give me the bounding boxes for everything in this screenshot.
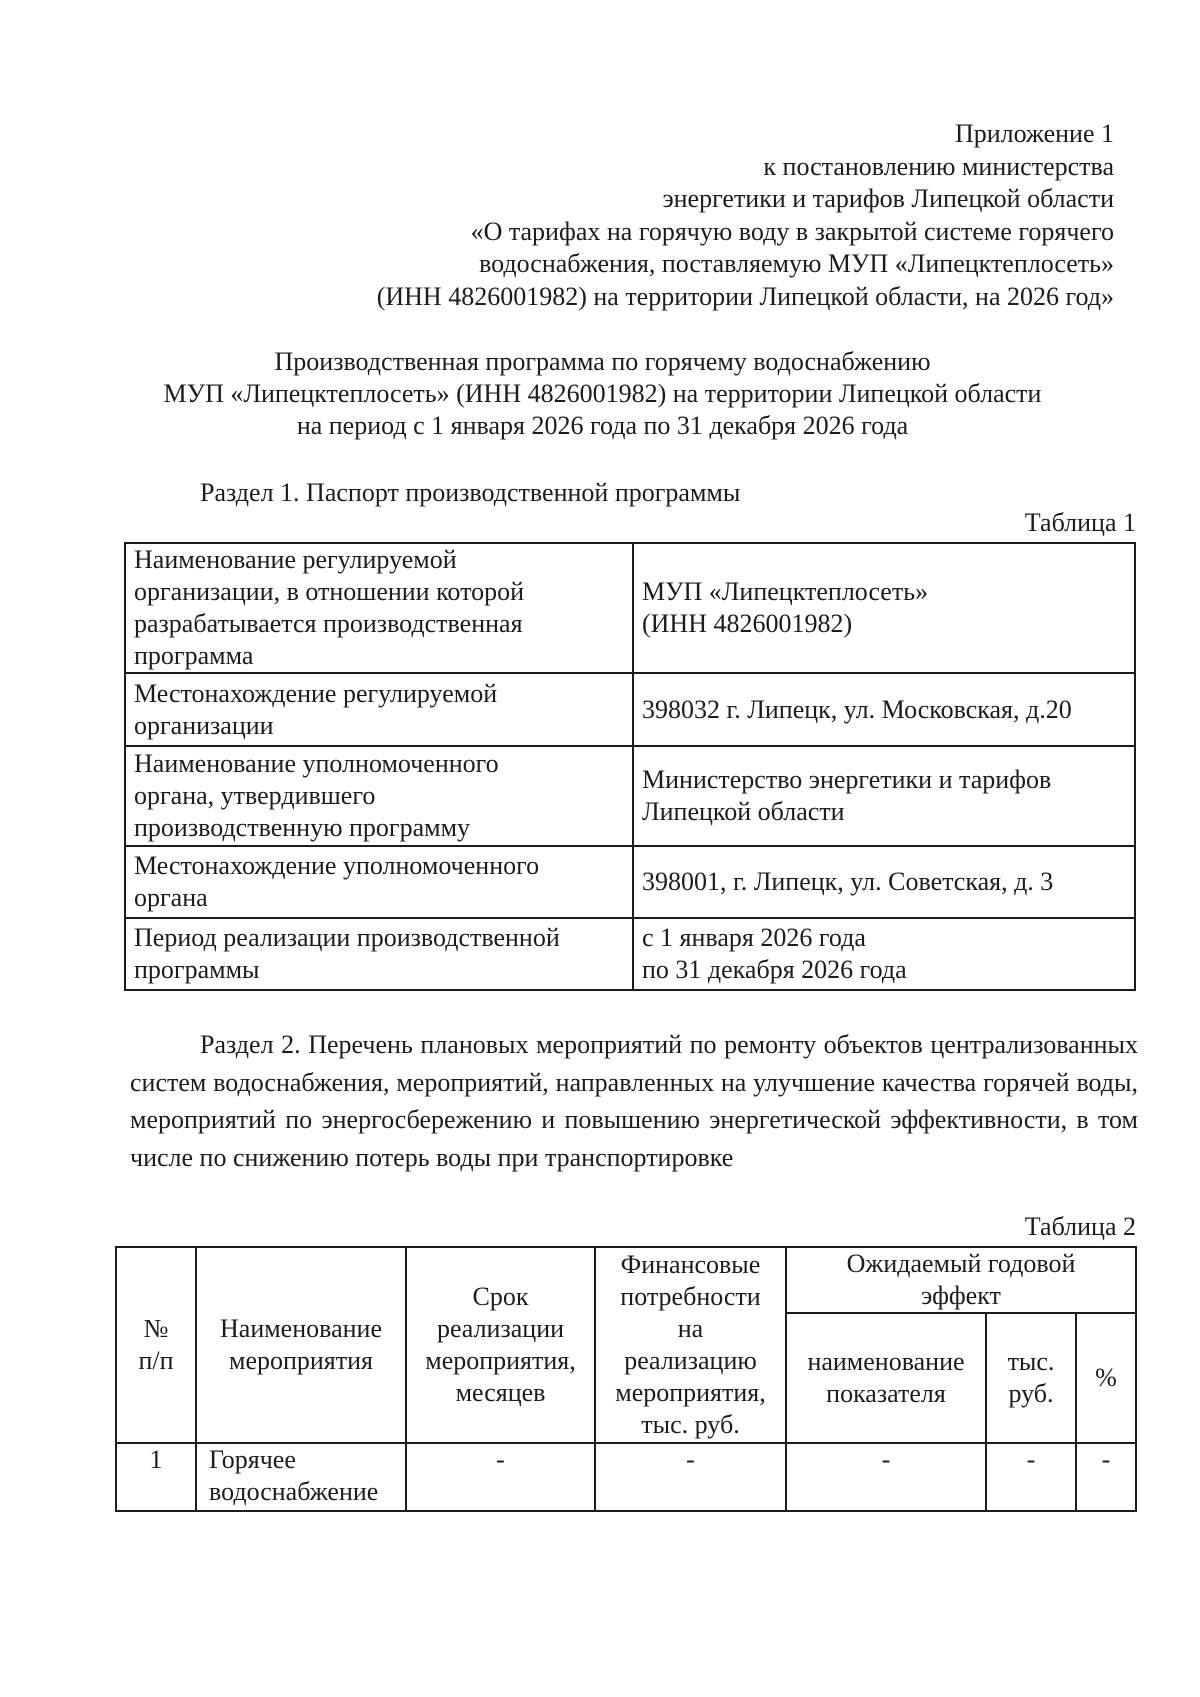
appendix-line: к постановлению министерства [763,151,1114,181]
header-finance: Финансовые потребности на реализацию мероприятия, тыс. руб. [595,1247,786,1443]
row-value: Министерство энергетики и тарифов Липецкой области [633,746,1135,846]
table-row [116,1443,1136,1511]
section-2-heading: Раздел 2. Перечень плановых мероприятий по ремонту объектов централизованных систем водоснабжения, мероприятий, направленных на улучшение качества горячей воды, мероприятий по энергосбережению и повышению энергетической эффективности, в том числе по снижению потерь воды при транспортировке [130,1030,1138,1172]
title-line: на период с 1 января 2026 года по 31 декабря 2026 года [296,411,909,440]
table-1-caption: Таблица 1 [1024,508,1136,537]
title-line: Производственная программа по горячему водоснабжению [274,347,931,376]
table-header-row [116,1247,1136,1313]
measures-table [115,1246,1137,1512]
table-row [125,918,1135,990]
appendix-line: (ИНН 4826001982) на территории Липецкой области, на 2026 год» [376,281,1114,311]
table-2-caption: Таблица 2 [1024,1212,1136,1241]
cell-finance: - [595,1443,786,1511]
row-value: МУП «Липецктеплосеть» (ИНН 4826001982) [633,543,1135,673]
row-value: 398032 г. Липецк, ул. Московская, д.20 [633,673,1135,746]
program-title [120,346,1085,442]
header-term: Срок реализации мероприятия, месяцев [406,1247,595,1443]
appendix-header [214,118,1114,313]
header-num: № п/п [116,1247,196,1443]
table-row [125,846,1135,918]
row-value: 398001, г. Липецк, ул. Советская, д. 3 [633,846,1135,918]
cell-num: 1 [116,1443,196,1511]
cell-indicator: - [786,1443,986,1511]
header-percent: % [1076,1313,1136,1443]
appendix-line: энергетики и тарифов Липецкой области [662,184,1114,213]
table-row [125,543,1135,673]
header-indicator: наименование показателя [786,1313,986,1443]
title-line: МУП «Липецктеплосеть» (ИНН 4826001982) на территории Липецкой области [163,379,1042,408]
cell-percent: - [1076,1443,1136,1511]
section-1-heading: Раздел 1. Паспорт производственной программы [200,478,741,507]
cell-rub: - [986,1443,1076,1511]
cell-name: Горячее водоснабжение [196,1443,406,1511]
appendix-line: «О тарифах на горячую воду в закрытой системе горячего [470,216,1114,246]
row-label: Наименование уполномоченного органа, утвердившего производственную программу [125,746,633,846]
table-row [125,746,1135,846]
row-label: Период реализации производственной программы [125,918,633,990]
cell-term: - [406,1443,595,1511]
row-label: Местонахождение регулируемой организации [125,673,633,746]
appendix-line: водоснабжения, поставляемую МУП «Липецктеплосеть» [479,249,1114,278]
appendix-line: Приложение 1 [954,119,1114,148]
header-name: Наименование мероприятия [196,1247,406,1443]
passport-table [124,542,1136,991]
row-label: Наименование регулируемой организации, в отношении которой разрабатывается производственная программа [125,543,633,673]
header-rub: тыс. руб. [986,1313,1076,1443]
row-value: с 1 января 2026 года по 31 декабря 2026 года [633,918,1135,990]
row-label: Местонахождение уполномоченного органа [125,846,633,918]
header-effect: Ожидаемый годовой эффект [786,1247,1136,1313]
table-row [125,673,1135,746]
